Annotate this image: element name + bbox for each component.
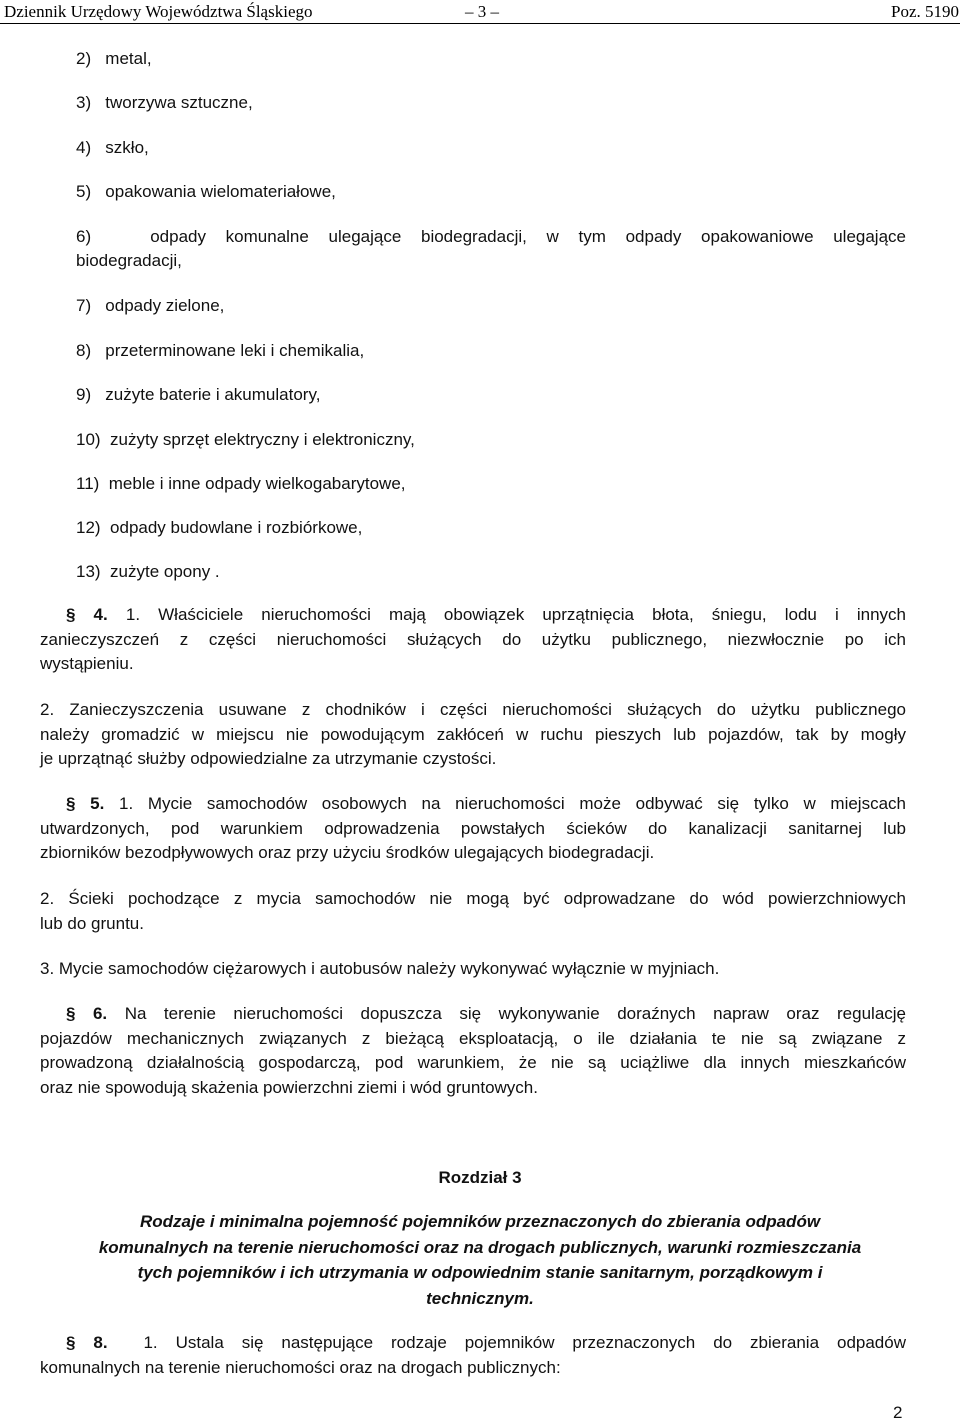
list-item-number: 7) bbox=[76, 296, 92, 315]
paragraph-line: należy gromadzić w miejscu nie powodującym zakłóceń w ruchu pieszych lub pojazdów, tak by mogły bbox=[40, 724, 906, 744]
paragraph-line: 2. Ścieki pochodzące z mycia samochodów nie mogą być odprowadzane do wód powierzchniowych bbox=[40, 889, 906, 908]
list-item-text: meble i inne odpady wielkogabarytowe, bbox=[108, 474, 406, 493]
list-item-text: tworzywa sztuczne, bbox=[105, 93, 253, 112]
paragraph-line: 2. Zanieczyszczenia usuwane z chodników i części nieruchomości służących do użytku publicznego bbox=[40, 700, 906, 719]
paragraph-line: prowadzoną działalnością gospodarczą, pod warunkiem, że nie są uciążliwe dla innych mieszkańców bbox=[40, 1053, 906, 1072]
paragraph-line: wystąpieniu. bbox=[40, 654, 134, 673]
footer-page-number: 2 bbox=[893, 1403, 903, 1422]
journal-title: Dziennik Urzędowy Województwa Śląskiego bbox=[4, 2, 313, 21]
list-item bbox=[76, 295, 224, 317]
paragraph-line: zbiorników bezodpływowych oraz przy użyciu środków ulegających biodegradacji. bbox=[40, 843, 655, 862]
list-item bbox=[76, 48, 152, 70]
list-item-number: 9) bbox=[76, 385, 92, 404]
paragraph-line: komunalnych na terenie nieruchomości oraz na drogach publicznych: bbox=[40, 1357, 561, 1377]
paragraph-line: 1. Ustala się następujące rodzaje pojemników przeznaczonych do zbierania odpadów bbox=[143, 1333, 906, 1352]
list-item-text: zużyty sprzęt elektryczny i elektroniczny, bbox=[110, 430, 415, 449]
list-item-text: odpady zielone, bbox=[105, 296, 225, 315]
list-item bbox=[76, 429, 415, 451]
page-indicator: – 3 – bbox=[465, 2, 499, 21]
list-item bbox=[76, 517, 362, 539]
section-mark: § 5. bbox=[66, 794, 105, 813]
list-item-number: 8) bbox=[76, 341, 92, 360]
list-item-text: odpady komunalne ulegające biodegradacji, w tym odpady opakowaniowe ulegające bbox=[150, 227, 906, 246]
paragraph-line: utwardzonych, pod warunkiem odprowadzenia powstałych ścieków do kanalizacji sanitarnej lub bbox=[40, 818, 906, 838]
page-header bbox=[0, 0, 960, 24]
section-4-paragraph-2 bbox=[40, 698, 906, 772]
list-item-number: 5) bbox=[76, 182, 92, 201]
section-5-paragraph-3 bbox=[40, 957, 906, 982]
paragraph-line: zanieczyszczeń z części nieruchomości służących do użytku publicznego, niezwłocznie po ich bbox=[40, 629, 906, 649]
list-item bbox=[76, 181, 336, 203]
list-item-number: 13) bbox=[76, 562, 101, 581]
list-item-text: opakowania wielomateriałowe, bbox=[105, 182, 336, 201]
list-item-text: zużyte baterie i akumulatory, bbox=[105, 385, 321, 404]
list-item-number: 11) bbox=[76, 474, 100, 493]
section-mark: § 8. bbox=[66, 1333, 108, 1352]
section-6-paragraph bbox=[40, 1002, 906, 1100]
section-mark: § 4. bbox=[66, 605, 108, 624]
chapter-heading-line: komunalnych na terenie nieruchomości oraz na drogach publicznych, warunki rozmieszczania bbox=[98, 1238, 862, 1257]
section-8-paragraph bbox=[40, 1331, 906, 1380]
list-item-number: 6) bbox=[76, 227, 92, 246]
list-item bbox=[76, 137, 149, 159]
list-item-number: 12) bbox=[76, 518, 101, 537]
list-item-number: 2) bbox=[76, 49, 92, 68]
header-rule bbox=[0, 23, 960, 24]
paragraph-line: 3. Mycie samochodów ciężarowych i autobusów należy wykonywać wyłącznie w myjniach. bbox=[40, 959, 720, 978]
paragraph-line: 1. Mycie samochodów osobowych na nieruchomości może odbywać się tylko w miejscach bbox=[119, 794, 906, 813]
list-item bbox=[76, 561, 220, 583]
paragraph-line: je uprzątnąć służby odpowiedzialne za utrzymanie czystości. bbox=[40, 749, 497, 768]
paragraph-line: pojazdów mechanicznych związanych z bieżącą eksploatacją, o ile działania te nie są związane z bbox=[40, 1028, 906, 1048]
list-item bbox=[76, 92, 253, 114]
paragraph-line: lub do gruntu. bbox=[40, 913, 144, 933]
paragraph-line: 1. Właściciele nieruchomości mają obowiązek uprzątnięcia błota, śniegu, lodu i innych bbox=[125, 605, 906, 624]
chapter-heading-line: technicznym. bbox=[426, 1289, 534, 1308]
chapter-title: Rozdział 3 bbox=[438, 1168, 522, 1187]
list-item bbox=[76, 473, 406, 495]
paragraph-line: oraz nie spowodują skażenia powierzchni ziemi i wód gruntowych. bbox=[40, 1077, 538, 1097]
section-4-paragraph-1 bbox=[40, 603, 906, 677]
section-5-paragraph-1 bbox=[40, 792, 906, 866]
paragraph-line: Na terenie nieruchomości dopuszcza się wykonywanie doraźnych napraw oraz regulację bbox=[124, 1004, 907, 1023]
list-item-number: 3) bbox=[76, 93, 92, 112]
list-item-text: zużyte opony . bbox=[110, 562, 220, 581]
section-5-paragraph-2 bbox=[40, 887, 906, 936]
chapter-heading-line: Rodzaje i minimalna pojemność pojemników przeznaczonych do zbierania odpadów bbox=[139, 1212, 821, 1231]
list-item bbox=[76, 384, 320, 406]
list-item-continuation: biodegradacji, bbox=[76, 251, 182, 270]
list-item-text: metal, bbox=[105, 49, 152, 68]
list-item-number: 10) bbox=[76, 430, 101, 449]
list-item-text: odpady budowlane i rozbiórkowe, bbox=[110, 518, 363, 537]
list-item bbox=[76, 226, 906, 248]
list-item-text: szkło, bbox=[105, 138, 149, 157]
list-item-number: 4) bbox=[76, 138, 92, 157]
section-mark: § 6. bbox=[66, 1004, 108, 1023]
list-item bbox=[76, 340, 364, 362]
chapter-heading-line: tych pojemników i ich utrzymania w odpowiednim stanie sanitarnym, porządkowym i bbox=[137, 1263, 823, 1282]
list-item-text: przeterminowane leki i chemikalia, bbox=[105, 341, 365, 360]
position-number: Poz. 5190 bbox=[891, 2, 959, 21]
